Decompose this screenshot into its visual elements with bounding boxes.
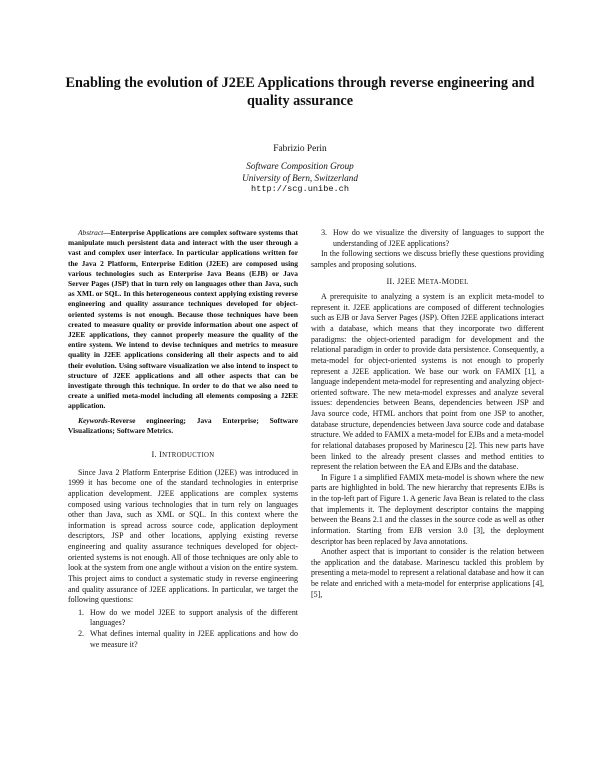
list-item: 2. What defines internal quality in J2EE applications and how do we measure it? <box>86 629 298 650</box>
affiliation-group: Software Composition Group <box>246 161 354 171</box>
research-questions-list <box>68 608 298 651</box>
following-sections-paragraph: In the following sections we discuss briefly these questions providing samples and proposing solutions. <box>311 249 544 269</box>
author-affiliation <box>0 161 600 196</box>
section-number: I. <box>151 450 157 460</box>
paper-title: Enabling the evolution of J2EE Applications through reverse engineering and quality assurance <box>65 75 535 109</box>
keywords-label: Keywords <box>78 415 108 425</box>
affiliation-university: University of Bern, Switzerland <box>242 172 358 183</box>
section-heading-initial-b: M <box>441 276 450 286</box>
list-item: 3. How do we visualize the diversity of languages to support the understanding of J2EE applications? <box>329 228 544 249</box>
author-name: Fabrizio Perin <box>273 144 327 154</box>
research-questions-list-continued <box>311 228 544 249</box>
keywords-text: -Reverse engineering; Java Enterprise; Software Visualizations; Software Metrics. <box>68 415 298 435</box>
section-heading-meta-model <box>311 277 544 289</box>
section-heading-introduction <box>68 450 298 462</box>
meta-model-paragraph-2: In Figure 1 a simplified FAMIX meta-model is shown where the new parts are highlighted in bold. The new hierarchy that represents EJBs is in the top-left part of Figure 1. A generic Java Bean is related to the class that implements it. The deployment descriptor contains the mapping between the Beans 2.1 and the classes in the source code as well as other information. Starting from EJB version 3.0 [3], the deployment descriptor has been replaced by Java annotations. <box>311 472 544 546</box>
introduction-paragraph: Since Java 2 Platform Enterprise Edition (J2EE) was introduced in 1999 it has become one of the standard technologies in enterprise application development. J2EE applications are complex systems composed using various technologies that in turn rely on languages other than Java, such as XML or SQL. In this context where the information is spread across source code, application deployment descriptors, JSP and other locations, applying existing reverse engineering and quality assurance techniques developed for object-oriented systems is not enough. All of those techniques are only able to look at the system from one angle without a vision on the entire system. This project aims to conduct a systematic study in reverse engineering and quality assurance of J2EE applications. In particular, we target the following questions: <box>68 467 298 605</box>
keywords <box>68 416 298 436</box>
abstract <box>68 228 298 412</box>
list-item: 1. How do we model J2EE to support analysis of the different languages? <box>86 608 298 629</box>
section-heading-initial: I <box>159 450 163 460</box>
affiliation-url[interactable]: http://scg.unibe.ch <box>251 184 349 194</box>
meta-model-paragraph-3: Another aspect that is important to consider is the relation between the application and the database. Marinescu tackled this problem by presenting a meta-model to represent a relational database and how it can be relate and enriched with a meta-model for enterprise applications [4], [5], <box>311 547 544 599</box>
abstract-text: —Enterprise Applications are complex software systems that manipulate much persistent data and interact with the user through a vast and complex user interface. In particular applications written for the Java 2 Platform, Enterprise Edition (J2EE) are composed using various technologies such as Enterprise Java Beans (EJB) or Java Server Pages (JSP) that in turn rely on languages other than Java, such as XML or SQL. In this heterogeneous context applying existing reverse engineering and quality assurance techniques developed for object-oriented systems is not enough. Because those techniques have been created to measure quality or provide information about one aspect of J2EE applications, they cannot properly measure the quality of the entire system. We intend to devise techniques and metrics to measure quality in J2EE applications considering all their aspects and to aid their evolution. Using software visualization we also intend to inspect to structure of J2EE applications and all other aspects that can be investigate through this technique. In order to do that we also need to create a unified meta-model including all elements composing a J2EE application. <box>68 228 298 411</box>
left-column <box>68 228 298 650</box>
meta-model-paragraph-1: A prerequisite to analyzing a system is an explicit meta-model to represent it. J2EE applications are composed of different technologies such as EJB or Java Server Pages (JSP). Often J2EE applications interact with a database, which means that they incorporate two different paradigms: the object-oriented paradigm for development and the relational paradigm in order to provide data persistence. Consequently, a meta-model for object-oriented systems is not enough to properly represent a J2EE application. We base our work on FAMIX [1], a language independent meta-model for representing and analyzing object-oriented software. The new meta-model expresses and analyze several issues: dependencies between Beans, dependencies between JSP and Java source code, HTML anchors that point from one JSP to another, database structure, dependencies between Java source code and database structure. We added to FAMIX a meta-model for EJBs and a meta-model for relational databases proposed by Marinescu [2]. This new parts have been linked to the already present classes and method entities to represent the relation between the EA and EJBs and the database. <box>311 292 544 472</box>
section-heading-rest: ETA- <box>425 278 442 286</box>
section-heading-initial: J2EE M <box>397 276 426 286</box>
section-heading-rest: NTRODUCTION <box>162 452 215 460</box>
right-column <box>311 228 544 600</box>
abstract-label: Abstract <box>78 228 104 237</box>
section-heading-rest-b: ODEL <box>449 278 469 286</box>
section-number: II. <box>386 276 395 286</box>
